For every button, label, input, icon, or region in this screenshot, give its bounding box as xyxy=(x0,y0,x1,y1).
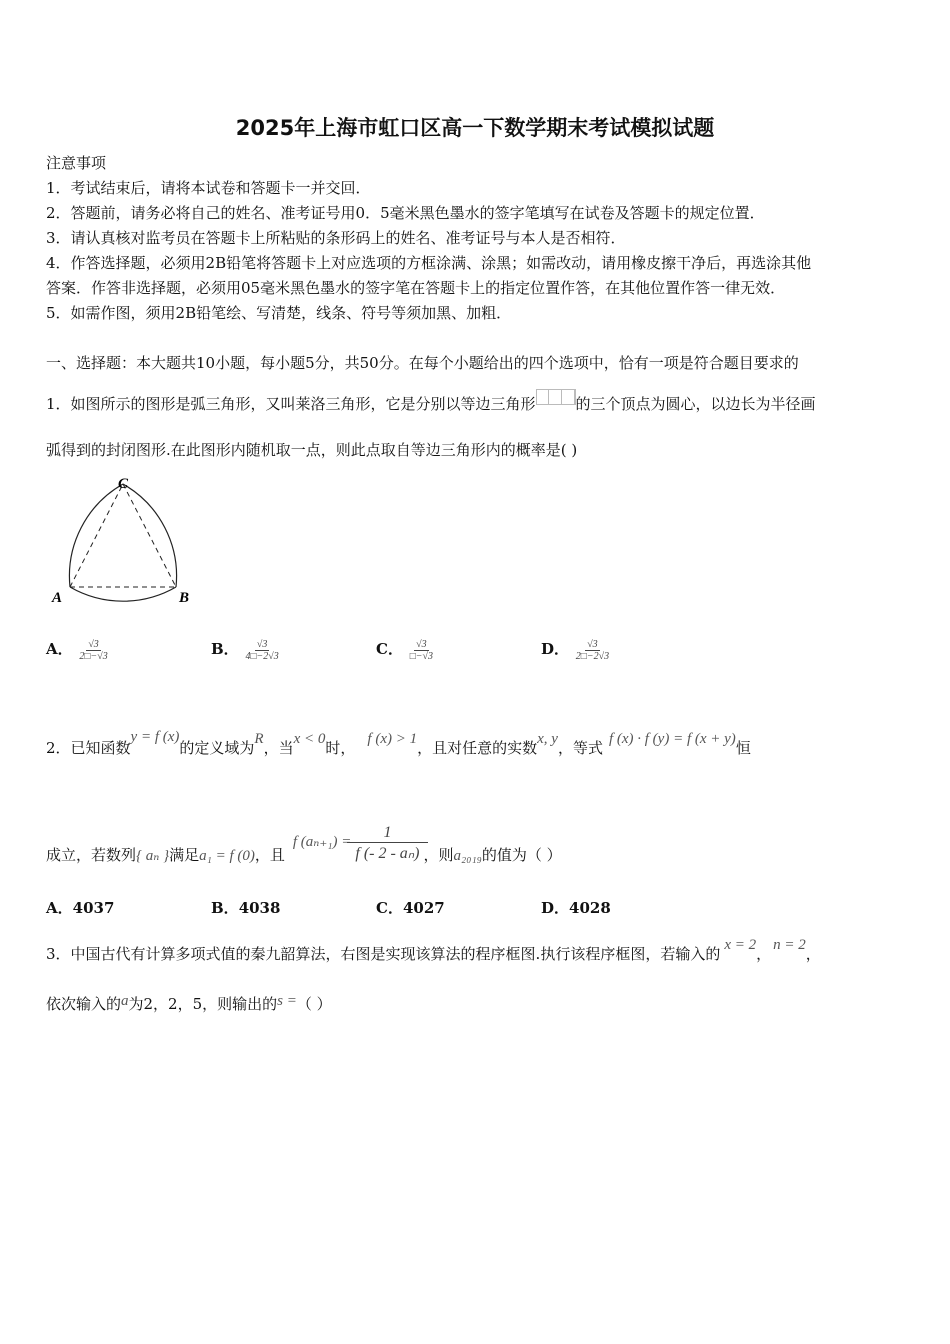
q3-math: x = 2 xyxy=(724,937,757,953)
q2-line1 xyxy=(46,729,751,758)
q3-text: 为2，2，5，则输出的 xyxy=(128,995,278,1013)
q3-math: s = xyxy=(277,993,297,1009)
q2-math: a₂₀₁₉ xyxy=(453,847,482,864)
option-label: B． xyxy=(211,899,239,917)
q1-option-d[interactable] xyxy=(541,638,611,662)
option-label: D． xyxy=(541,640,570,658)
q1-line2: 弧得到的封闭图形.在此图形内随机取一点，则此点取自等边三角形内的概率是( ) xyxy=(46,441,578,459)
q2-math: f (x) > 1 xyxy=(367,731,418,747)
missing-glyph-boxes xyxy=(536,389,576,405)
option-fraction: $\frac{√3}{4□-2√3}$ xyxy=(245,638,279,662)
reuleaux-triangle-figure xyxy=(48,470,198,610)
q1-text-a: 1．如图所示的图形是弧三角形，又叫莱洛三角形，它是分别以等边三角形 xyxy=(46,395,536,413)
option-label: D． xyxy=(541,899,570,917)
notice-item: 答案．作答非选择题，必须用05毫米黑色墨水的签字笔在答题卡上的指定位置作答，在其他位置作答一律无效． xyxy=(46,279,786,297)
q3-math: a xyxy=(121,993,129,1009)
option-fraction: $\frac{√3}{□-√3}$ xyxy=(409,638,434,662)
q3-text: ， xyxy=(805,945,821,963)
q3-line1 xyxy=(46,937,821,964)
q2-math: x, y xyxy=(537,731,558,747)
page-title: 2025年上海市虹口区高一下数学期末考试模拟试题 xyxy=(235,116,715,140)
q2-math: f (aₙ₊₁) = xyxy=(292,833,352,850)
q2-text: 满足 xyxy=(169,845,200,864)
q3-line2 xyxy=(46,993,332,1014)
q2-text: 成立，若数列 xyxy=(46,845,137,864)
q3-text: （ ） xyxy=(296,995,332,1013)
q2-math: f (x) · f (y) = f (x + y) xyxy=(608,731,736,747)
arc-ba xyxy=(70,587,176,601)
q2-text: ，当 xyxy=(263,739,294,757)
q2-text: ，且对任意的实数 xyxy=(417,739,538,757)
vertex-label-a: A xyxy=(52,590,63,606)
q3-text: 3．中国古代有计算多项式值的秦九韶算法，右图是实现该算法的程序框图.执行该程序框图，若输入的 xyxy=(46,945,721,963)
notice-heading: 注意事项 xyxy=(46,154,107,172)
section-heading: 一、选择题：本大题共10小题，每小题5分，共50分。在每个小题给出的四个选项中，恰有一项是符合题目要求的 xyxy=(46,354,799,372)
q3-text: 依次输入的 xyxy=(46,995,122,1013)
option-fraction: $\frac{√3}{2□-2√3}$ xyxy=(575,638,610,662)
option-value: 4037 xyxy=(72,899,115,917)
option-label: A． xyxy=(46,640,73,658)
q2-math: a₁ = f (0) xyxy=(199,847,255,864)
q2-text: 恒 xyxy=(735,739,751,757)
option-label: C． xyxy=(376,899,403,917)
q2-math: x < 0 xyxy=(293,731,326,747)
q2-option-b[interactable] xyxy=(211,897,280,918)
notice-item: 1．考试结束后，请将本试卷和答题卡一并交回． xyxy=(46,179,371,197)
vertex-label-b: B xyxy=(179,590,190,606)
q2-text: ，等式 xyxy=(557,739,603,757)
q2-line2 xyxy=(46,812,562,864)
q2-text: ，且 xyxy=(254,845,285,864)
q1-option-b[interactable] xyxy=(211,638,281,662)
q2-text: 时， xyxy=(325,739,356,757)
option-label: C． xyxy=(376,640,403,658)
option-label: B． xyxy=(211,640,239,658)
vertex-label-c: C xyxy=(118,476,129,492)
option-value: 4038 xyxy=(238,899,281,917)
q1-text-b: 的三个顶点为圆心，以边长为半径画 xyxy=(575,395,816,413)
q2-math: { aₙ } xyxy=(136,847,170,864)
notice-item: 2．答题前，请务必将自己的姓名、准考证号用0．5毫米黑色墨水的签字笔填写在试卷及答题卡的规定位置． xyxy=(46,204,765,222)
option-value: 4027 xyxy=(402,899,445,917)
notice-item: 4．作答选择题，必须用2B铅笔将答题卡上对应选项的方框涂满、涂黑；如需改动，请用橡皮擦干净后，再选涂其他 xyxy=(46,254,812,272)
q2-option-a[interactable] xyxy=(46,897,114,918)
q2-math: y = f (x) xyxy=(130,729,180,745)
q2-text: 的定义域为 xyxy=(179,739,255,757)
q2-option-c[interactable] xyxy=(376,897,445,918)
q2-math: R xyxy=(254,731,264,747)
option-fraction: $\frac{√3}{2□-√3}$ xyxy=(79,638,108,662)
notice-item: 5．如需作图，须用2B铅笔绘、写清楚，线条、符号等须加黑、加粗． xyxy=(46,304,512,322)
q1-option-a[interactable] xyxy=(46,638,110,662)
option-value: 4028 xyxy=(569,899,611,917)
q2-fraction: $\frac{1}{\text{f (- 2 - aₙ)}}$ xyxy=(351,824,423,863)
q3-text: ， xyxy=(756,945,772,963)
notice-item: 3．请认真核对监考员在答题卡上所粘贴的条形码上的姓名、准考证号与本人是否相符． xyxy=(46,229,626,247)
q2-text: 2．已知函数 xyxy=(46,739,131,757)
q3-math: n = 2 xyxy=(773,937,806,953)
option-label: A． xyxy=(46,899,73,917)
q1-option-c[interactable] xyxy=(376,638,435,662)
q2-text: ，则 xyxy=(423,845,454,864)
q2-text: 的值为（ ） xyxy=(481,845,562,864)
q2-option-d[interactable] xyxy=(541,897,611,918)
q1-line1 xyxy=(46,389,816,414)
